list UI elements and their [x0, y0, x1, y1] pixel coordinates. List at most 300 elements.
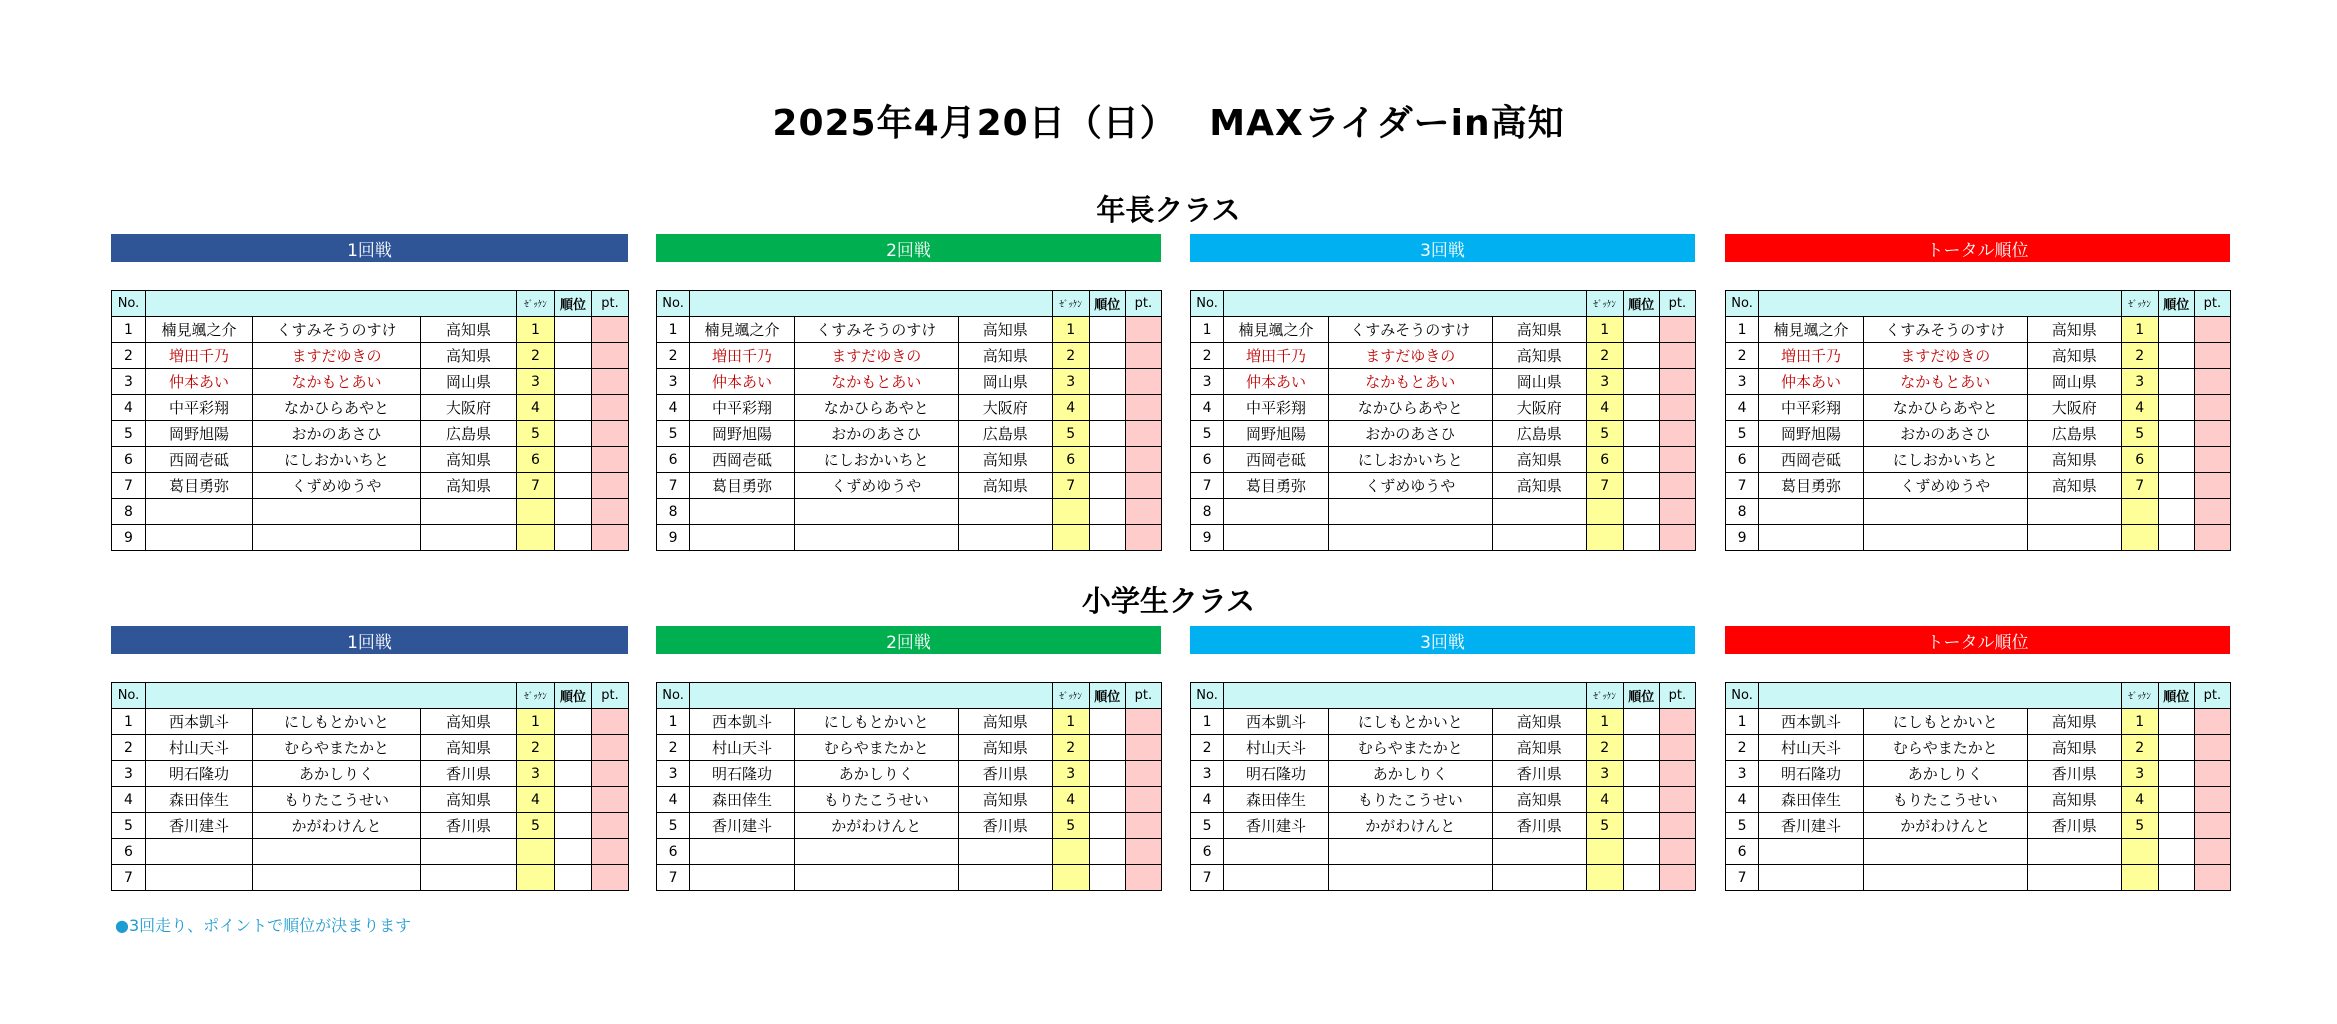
header-pt: pt.	[2194, 683, 2230, 709]
table-row	[1726, 447, 2231, 473]
row-number: 7	[1726, 865, 1759, 891]
round-header-bar: 1回戦	[111, 234, 628, 262]
racer-name: 明石隆功	[1224, 761, 1329, 787]
bib-number: 2	[1052, 343, 1089, 369]
table-row	[1191, 525, 1696, 551]
racer-kana: あかしりく	[1328, 761, 1492, 787]
bib-number: 3	[1586, 761, 1623, 787]
points-cell	[2194, 709, 2230, 735]
racer-prefecture: 高知県	[1492, 735, 1586, 761]
rank-cell	[1623, 735, 1659, 761]
rank-cell	[1089, 343, 1125, 369]
racer-name: 仲本あい	[146, 369, 253, 395]
rank-cell	[555, 709, 592, 735]
racer-prefecture	[2027, 865, 2121, 891]
row-number: 2	[1191, 735, 1224, 761]
rank-cell	[1623, 525, 1659, 551]
racer-kana	[1863, 499, 2027, 525]
rank-cell	[2158, 369, 2194, 395]
rank-cell	[1089, 395, 1125, 421]
bib-number: 3	[2121, 369, 2158, 395]
bib-number: 4	[1052, 395, 1089, 421]
racer-kana: くずめゆうや	[1863, 473, 2027, 499]
bib-number: 5	[1052, 421, 1089, 447]
bib-number: 3	[517, 369, 555, 395]
racer-kana: くすみそうのすけ	[1863, 317, 2027, 343]
racer-kana: かがわけんと	[253, 813, 421, 839]
rank-cell	[1089, 525, 1125, 551]
class-title: 年長クラス	[1096, 193, 1241, 227]
table-row	[657, 865, 1162, 891]
footnote: ●3回走り、ポイントで順位が決まります	[115, 916, 412, 935]
row-number: 1	[112, 317, 146, 343]
racer-prefecture	[958, 865, 1052, 891]
points-cell	[1659, 499, 1695, 525]
racer-name: 葛目勇弥	[1759, 473, 1864, 499]
racer-prefecture: 広島県	[2027, 421, 2121, 447]
rank-cell	[1623, 787, 1659, 813]
bib-number: 1	[1052, 317, 1089, 343]
racer-prefecture: 高知県	[2027, 447, 2121, 473]
row-number: 4	[112, 395, 146, 421]
header-name	[690, 683, 1052, 709]
points-cell	[592, 473, 629, 499]
racer-kana: おかのあさひ	[1863, 421, 2027, 447]
racer-prefecture: 岡山県	[1492, 369, 1586, 395]
bib-number: 5	[2121, 813, 2158, 839]
table-row	[657, 447, 1162, 473]
header-pt: pt.	[592, 291, 629, 317]
racer-prefecture: 高知県	[421, 709, 517, 735]
racer-prefecture: 広島県	[958, 421, 1052, 447]
bib-number: 7	[517, 473, 555, 499]
rank-cell	[555, 813, 592, 839]
row-number: 6	[1726, 839, 1759, 865]
rank-cell	[2158, 813, 2194, 839]
results-table	[1190, 682, 1696, 891]
row-number: 1	[657, 709, 690, 735]
rank-cell	[555, 787, 592, 813]
results-table	[656, 290, 1162, 551]
racer-name	[1759, 499, 1864, 525]
racer-kana: かがわけんと	[1328, 813, 1492, 839]
racer-name	[1224, 499, 1329, 525]
points-cell	[1125, 709, 1161, 735]
header-row	[112, 291, 629, 317]
racer-prefecture	[1492, 499, 1586, 525]
table-row	[657, 525, 1162, 551]
racer-kana: にしもとかいと	[1328, 709, 1492, 735]
bib-number: 4	[1586, 787, 1623, 813]
bib-number: 3	[1586, 369, 1623, 395]
points-cell	[2194, 735, 2230, 761]
racer-name: 森田倖生	[690, 787, 795, 813]
bib-number: 6	[517, 447, 555, 473]
racer-prefecture: 大阪府	[958, 395, 1052, 421]
racer-name: 中平彩翔	[1759, 395, 1864, 421]
row-number: 1	[1726, 317, 1759, 343]
racer-kana: ますだゆきの	[1328, 343, 1492, 369]
row-number: 5	[657, 421, 690, 447]
racer-kana: もりたこうせい	[1328, 787, 1492, 813]
points-cell	[1659, 839, 1695, 865]
racer-kana	[1863, 839, 2027, 865]
bib-number	[517, 499, 555, 525]
points-cell	[592, 525, 629, 551]
points-cell	[592, 813, 629, 839]
racer-kana: もりたこうせい	[794, 787, 958, 813]
points-cell	[592, 369, 629, 395]
racer-name: 西本凱斗	[1224, 709, 1329, 735]
racer-kana: おかのあさひ	[1328, 421, 1492, 447]
table-row	[112, 317, 629, 343]
bib-number: 4	[1586, 395, 1623, 421]
rank-cell	[1089, 473, 1125, 499]
table-row	[112, 395, 629, 421]
table-row	[657, 813, 1162, 839]
racer-prefecture	[958, 839, 1052, 865]
racer-name: 西岡壱砥	[1224, 447, 1329, 473]
racer-name: 岡野旭陽	[690, 421, 795, 447]
header-name	[1759, 683, 2121, 709]
racer-name: 仲本あい	[690, 369, 795, 395]
racer-name: 村山天斗	[690, 735, 795, 761]
racer-prefecture: 高知県	[958, 447, 1052, 473]
table-row	[112, 369, 629, 395]
row-number: 2	[1191, 343, 1224, 369]
racer-name: 葛目勇弥	[1224, 473, 1329, 499]
racer-prefecture: 高知県	[421, 735, 517, 761]
header-pt: pt.	[1125, 291, 1161, 317]
bib-number	[2121, 839, 2158, 865]
points-cell	[2194, 317, 2230, 343]
row-number: 3	[657, 761, 690, 787]
table-row	[1726, 865, 2231, 891]
bib-number: 1	[1052, 709, 1089, 735]
rank-cell	[555, 369, 592, 395]
racer-prefecture: 高知県	[958, 709, 1052, 735]
rank-cell	[1089, 761, 1125, 787]
table-row	[1726, 813, 2231, 839]
bib-number: 1	[1586, 709, 1623, 735]
table-row	[1726, 499, 2231, 525]
bib-number	[517, 525, 555, 551]
rank-cell	[555, 735, 592, 761]
racer-kana	[1863, 525, 2027, 551]
header-no: No.	[112, 291, 146, 317]
points-cell	[1659, 473, 1695, 499]
bib-number: 2	[1586, 343, 1623, 369]
row-number: 3	[1191, 369, 1224, 395]
table-row	[657, 761, 1162, 787]
points-cell	[1125, 761, 1161, 787]
row-number: 5	[1191, 421, 1224, 447]
bib-number: 4	[517, 787, 555, 813]
bib-number: 1	[1586, 317, 1623, 343]
table-row	[657, 709, 1162, 735]
bib-number	[1586, 499, 1623, 525]
points-cell	[2194, 447, 2230, 473]
racer-kana: なかひらあやと	[794, 395, 958, 421]
racer-name: 楠見颯之介	[690, 317, 795, 343]
racer-prefecture: 岡山県	[958, 369, 1052, 395]
round-header-bar: 1回戦	[111, 626, 628, 654]
racer-prefecture: 高知県	[1492, 317, 1586, 343]
racer-kana: なかひらあやと	[1863, 395, 2027, 421]
header-no: No.	[657, 683, 690, 709]
racer-name: 香川建斗	[690, 813, 795, 839]
table-row	[1726, 369, 2231, 395]
row-number: 1	[1191, 317, 1224, 343]
racer-name: 岡野旭陽	[1224, 421, 1329, 447]
table-row	[657, 343, 1162, 369]
rank-cell	[1623, 709, 1659, 735]
racer-kana: くすみそうのすけ	[1328, 317, 1492, 343]
bib-number: 4	[2121, 787, 2158, 813]
points-cell	[1125, 525, 1161, 551]
racer-prefecture: 高知県	[1492, 787, 1586, 813]
header-zekken: ｾﾞｯｹﾝ	[517, 291, 555, 317]
header-zekken: ｾﾞｯｹﾝ	[517, 683, 555, 709]
racer-name: 中平彩翔	[1224, 395, 1329, 421]
header-row	[1191, 291, 1696, 317]
bib-number: 5	[1586, 421, 1623, 447]
points-cell	[2194, 865, 2230, 891]
racer-prefecture: 高知県	[421, 787, 517, 813]
racer-prefecture: 岡山県	[421, 369, 517, 395]
table-row	[1191, 787, 1696, 813]
row-number: 5	[657, 813, 690, 839]
rank-cell	[2158, 421, 2194, 447]
bib-number	[1052, 499, 1089, 525]
row-number: 4	[1726, 787, 1759, 813]
header-rank: 順位	[1089, 683, 1125, 709]
racer-kana: くずめゆうや	[253, 473, 421, 499]
points-cell	[592, 709, 629, 735]
rank-cell	[1089, 709, 1125, 735]
racer-prefecture: 大阪府	[421, 395, 517, 421]
racer-kana	[253, 865, 421, 891]
racer-name: 森田倖生	[1224, 787, 1329, 813]
row-number: 7	[112, 865, 146, 891]
rank-cell	[1623, 421, 1659, 447]
row-number: 2	[657, 735, 690, 761]
racer-prefecture	[2027, 839, 2121, 865]
header-no: No.	[1726, 683, 1759, 709]
table-row	[1726, 421, 2231, 447]
rank-cell	[1623, 865, 1659, 891]
racer-name: 西岡壱砥	[1759, 447, 1864, 473]
results-table	[1725, 682, 2231, 891]
racer-kana: ますだゆきの	[794, 343, 958, 369]
table-row	[112, 813, 629, 839]
bib-number: 2	[517, 343, 555, 369]
rank-cell	[2158, 865, 2194, 891]
results-table	[1725, 290, 2231, 551]
points-cell	[1125, 395, 1161, 421]
rank-cell	[1623, 813, 1659, 839]
table-row	[1191, 473, 1696, 499]
rank-cell	[1623, 447, 1659, 473]
points-cell	[592, 787, 629, 813]
header-name	[1759, 291, 2121, 317]
racer-prefecture: 広島県	[1492, 421, 1586, 447]
rank-cell	[2158, 839, 2194, 865]
racer-name: 中平彩翔	[690, 395, 795, 421]
row-number: 4	[1191, 787, 1224, 813]
row-number: 7	[112, 473, 146, 499]
racer-kana	[1328, 499, 1492, 525]
racer-prefecture: 高知県	[2027, 787, 2121, 813]
racer-prefecture: 香川県	[421, 813, 517, 839]
points-cell	[592, 499, 629, 525]
racer-prefecture	[421, 839, 517, 865]
table-row	[657, 735, 1162, 761]
racer-kana: にしおかいちと	[1328, 447, 1492, 473]
racer-name: 楠見颯之介	[1759, 317, 1864, 343]
header-zekken: ｾﾞｯｹﾝ	[1586, 291, 1623, 317]
points-cell	[1125, 473, 1161, 499]
rank-cell	[2158, 709, 2194, 735]
rank-cell	[2158, 343, 2194, 369]
table-row	[1726, 761, 2231, 787]
rank-cell	[1089, 787, 1125, 813]
row-number: 5	[1726, 813, 1759, 839]
row-number: 8	[657, 499, 690, 525]
racer-kana: にしおかいちと	[1863, 447, 2027, 473]
racer-prefecture: 高知県	[1492, 447, 1586, 473]
points-cell	[2194, 421, 2230, 447]
header-rank: 順位	[1623, 683, 1659, 709]
header-pt: pt.	[592, 683, 629, 709]
results-table	[1190, 290, 1696, 551]
header-row	[657, 683, 1162, 709]
racer-kana	[1328, 525, 1492, 551]
points-cell	[1659, 369, 1695, 395]
points-cell	[1659, 317, 1695, 343]
racer-kana: むらやまたかと	[1328, 735, 1492, 761]
rank-cell	[2158, 499, 2194, 525]
points-cell	[2194, 839, 2230, 865]
bib-number	[2121, 525, 2158, 551]
row-number: 1	[112, 709, 146, 735]
row-number: 4	[1191, 395, 1224, 421]
table-row	[1191, 813, 1696, 839]
row-number: 2	[657, 343, 690, 369]
bib-number: 2	[1052, 735, 1089, 761]
racer-name	[146, 865, 253, 891]
points-cell	[1125, 787, 1161, 813]
table-row	[657, 369, 1162, 395]
row-number: 6	[112, 839, 146, 865]
racer-kana: なかもとあい	[253, 369, 421, 395]
round-header-bar: トータル順位	[1725, 626, 2230, 654]
header-pt: pt.	[2194, 291, 2230, 317]
row-number: 1	[657, 317, 690, 343]
racer-prefecture: 高知県	[1492, 343, 1586, 369]
rank-cell	[1089, 813, 1125, 839]
row-number: 6	[657, 447, 690, 473]
racer-prefecture: 高知県	[1492, 473, 1586, 499]
rank-cell	[555, 761, 592, 787]
bib-number: 1	[2121, 709, 2158, 735]
points-cell	[2194, 473, 2230, 499]
racer-kana: くずめゆうや	[1328, 473, 1492, 499]
table-row	[112, 499, 629, 525]
table-row	[1191, 735, 1696, 761]
racer-name: 楠見颯之介	[1224, 317, 1329, 343]
row-number: 4	[657, 395, 690, 421]
table-row	[112, 787, 629, 813]
points-cell	[1659, 709, 1695, 735]
bib-number: 2	[1586, 735, 1623, 761]
points-cell	[592, 735, 629, 761]
bib-number: 6	[1052, 447, 1089, 473]
row-number: 7	[1191, 473, 1224, 499]
round-header-bar: 3回戦	[1190, 626, 1695, 654]
row-number: 3	[1191, 761, 1224, 787]
bib-number: 3	[2121, 761, 2158, 787]
table-row	[657, 787, 1162, 813]
racer-kana: なかもとあい	[794, 369, 958, 395]
rank-cell	[1623, 499, 1659, 525]
table-row	[1726, 735, 2231, 761]
table-row	[112, 525, 629, 551]
racer-kana: ますだゆきの	[1863, 343, 2027, 369]
racer-kana: にしもとかいと	[253, 709, 421, 735]
table-row	[112, 343, 629, 369]
bib-number: 6	[1586, 447, 1623, 473]
bib-number	[1586, 525, 1623, 551]
points-cell	[1659, 761, 1695, 787]
racer-prefecture: 香川県	[2027, 761, 2121, 787]
racer-name: 香川建斗	[1759, 813, 1864, 839]
racer-prefecture	[2027, 525, 2121, 551]
row-number: 3	[112, 369, 146, 395]
row-number: 7	[1191, 865, 1224, 891]
racer-name: 岡野旭陽	[1759, 421, 1864, 447]
points-cell	[1125, 813, 1161, 839]
row-number: 2	[112, 735, 146, 761]
bib-number: 5	[517, 813, 555, 839]
rank-cell	[555, 865, 592, 891]
bib-number: 2	[517, 735, 555, 761]
row-number: 5	[1191, 813, 1224, 839]
racer-name: 香川建斗	[1224, 813, 1329, 839]
racer-kana: もりたこうせい	[1863, 787, 2027, 813]
racer-kana	[253, 499, 421, 525]
racer-prefecture	[421, 499, 517, 525]
racer-kana: むらやまたかと	[794, 735, 958, 761]
points-cell	[1659, 525, 1695, 551]
rank-cell	[1623, 343, 1659, 369]
racer-kana: あかしりく	[794, 761, 958, 787]
racer-prefecture: 高知県	[421, 473, 517, 499]
rank-cell	[555, 839, 592, 865]
bib-number	[1052, 839, 1089, 865]
racer-kana: なかもとあい	[1863, 369, 2027, 395]
points-cell	[2194, 525, 2230, 551]
racer-name: 森田倖生	[146, 787, 253, 813]
header-zekken: ｾﾞｯｹﾝ	[1586, 683, 1623, 709]
table-row	[1726, 473, 2231, 499]
racer-kana	[794, 865, 958, 891]
racer-name	[690, 839, 795, 865]
racer-kana	[794, 839, 958, 865]
table-row	[1191, 839, 1696, 865]
racer-name: 森田倖生	[1759, 787, 1864, 813]
row-number: 4	[1726, 395, 1759, 421]
